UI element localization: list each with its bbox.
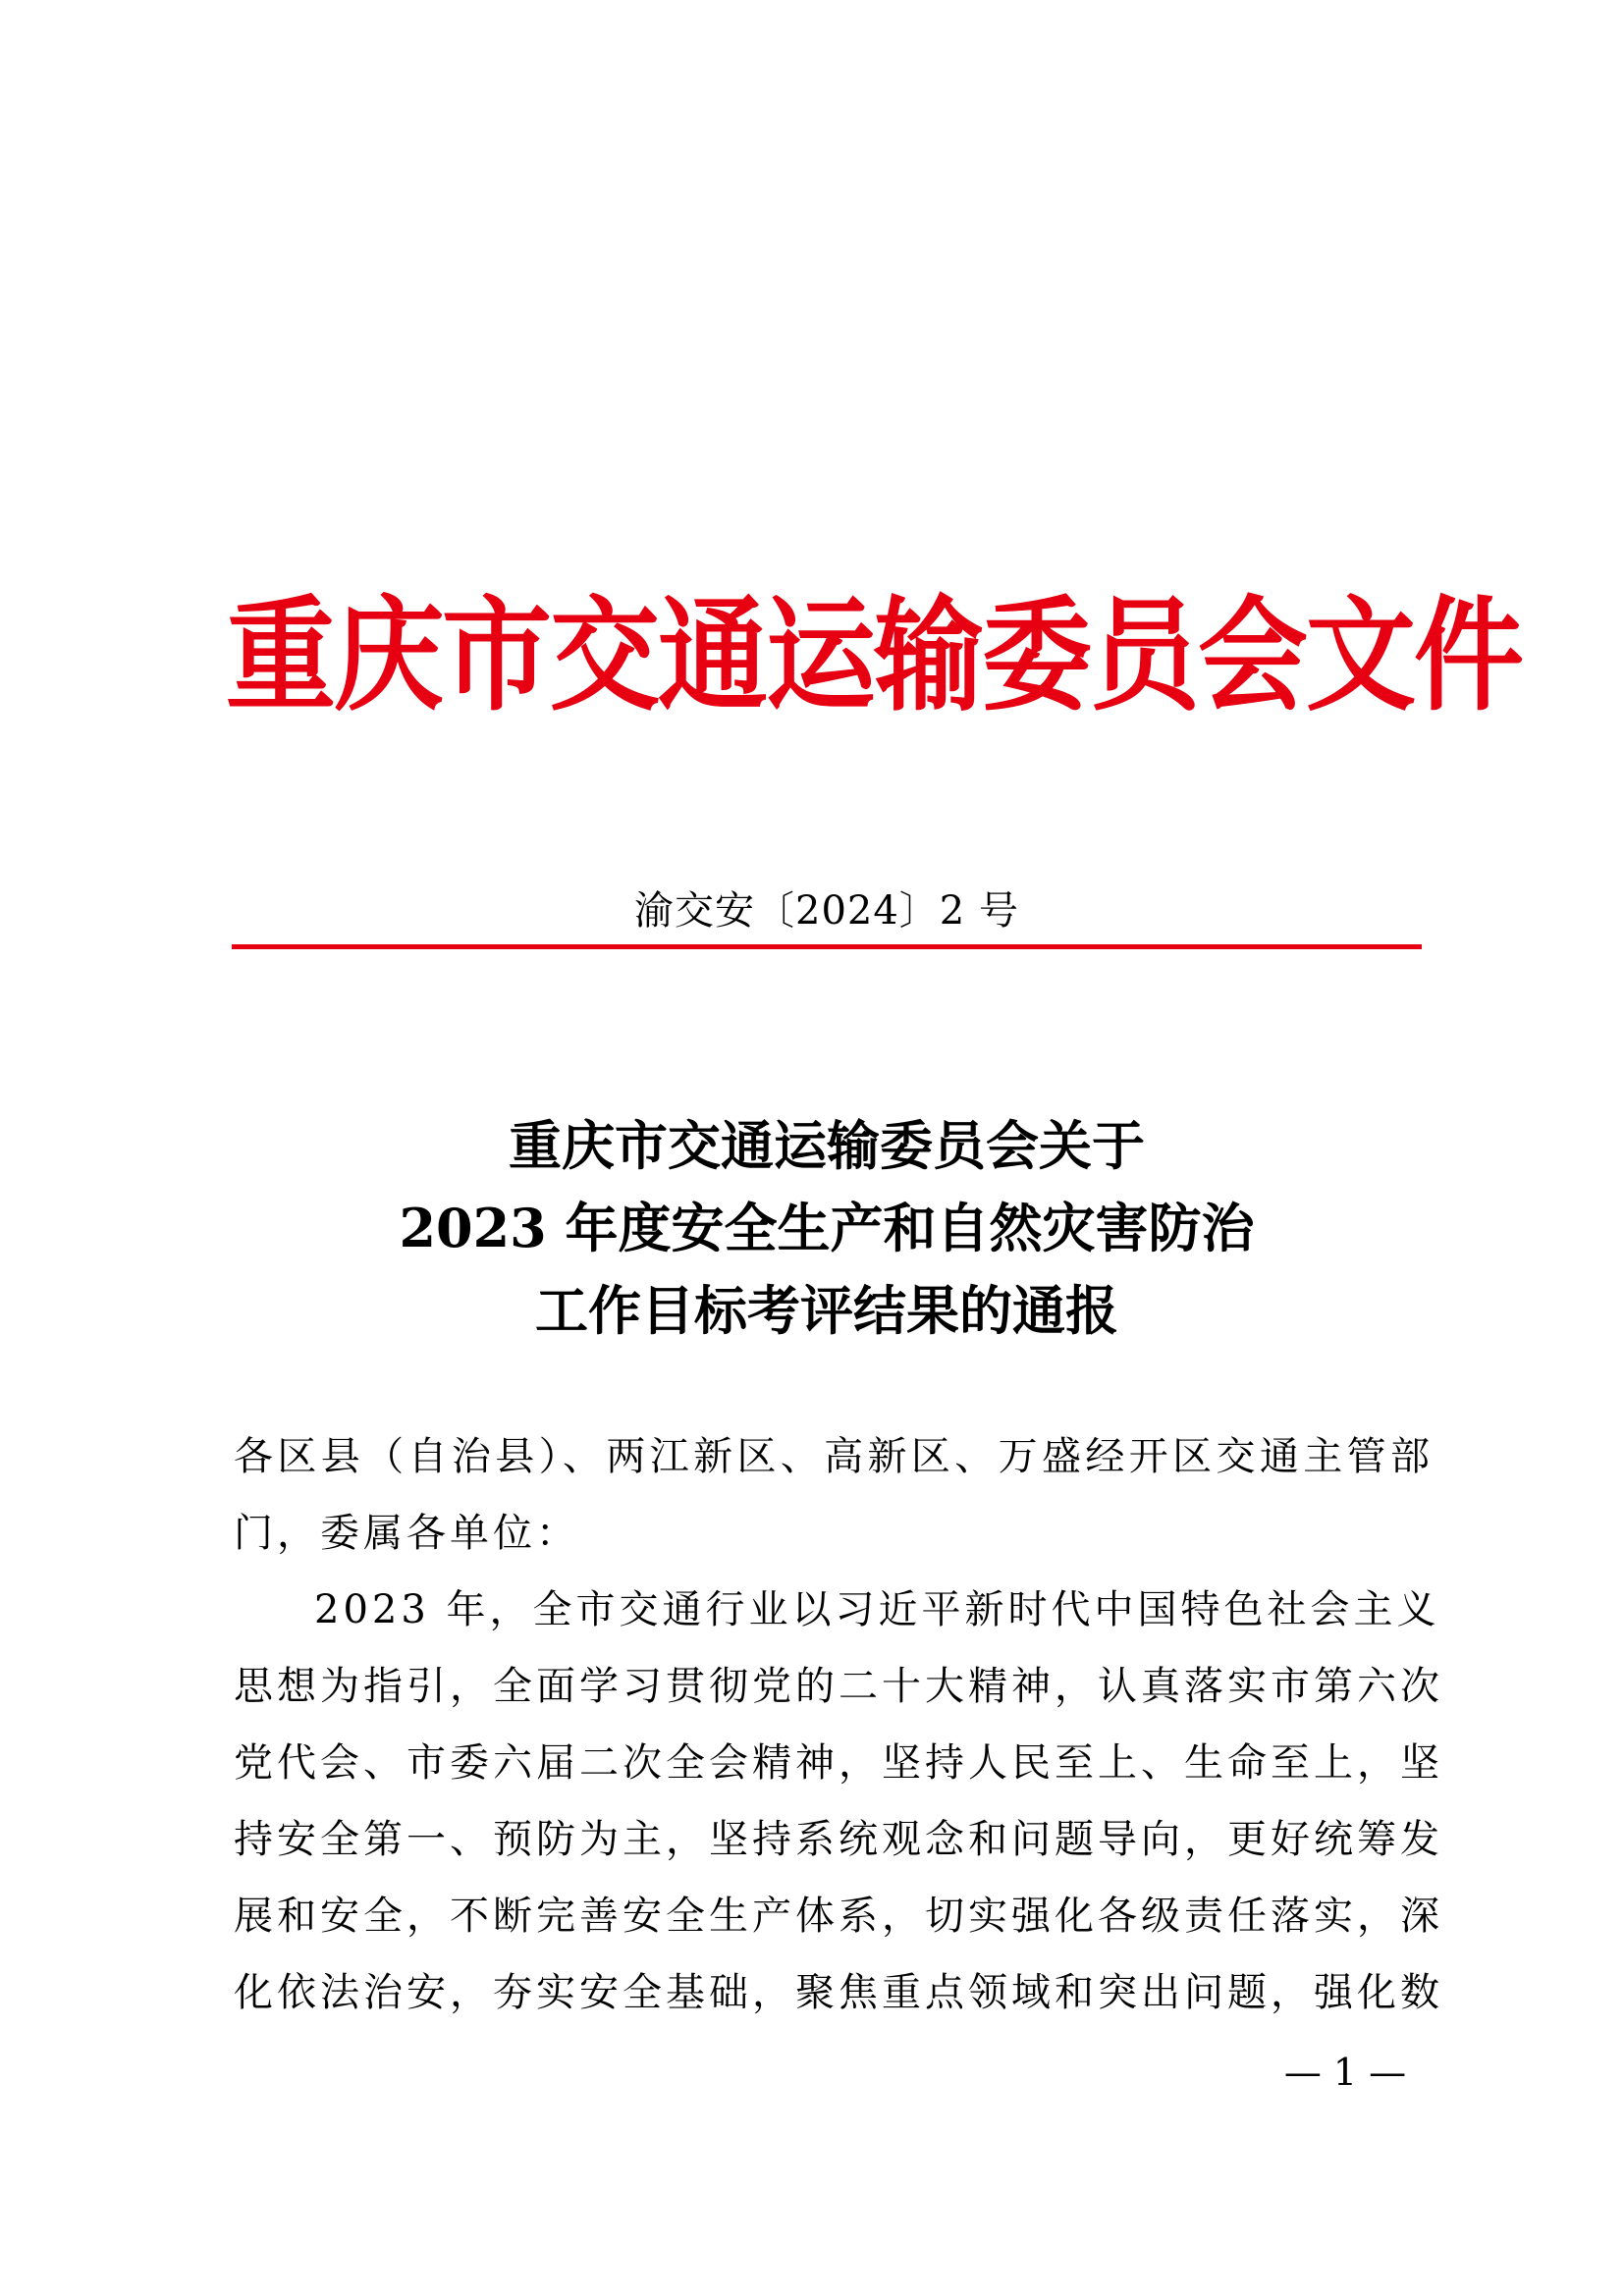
- title-line: 重庆市交通运输委员会关于: [509, 1114, 1145, 1177]
- document-masthead: 重庆市交通运输委员会文件: [226, 585, 1522, 728]
- addressee-line: 门，委属各单位：: [234, 1511, 579, 1556]
- paragraph-line: 党代会、市委六届二次全会精神，坚持人民至上、生命至上，坚: [234, 1740, 1443, 1786]
- paragraph-line: 2023 年，全市交通行业以习近平新时代中国特色社会主义: [314, 1587, 1440, 1632]
- paragraph-line: 展和安全，不断完善安全生产体系，切实强化各级责任落实，深: [234, 1894, 1443, 1939]
- title-line: 2023 年度安全生产和自然灾害防治: [399, 1197, 1255, 1259]
- paragraph-line: 持安全第一、预防为主，坚持系统观念和问题导向，更好统筹发: [234, 1817, 1443, 1862]
- addressee-line: 各区县（自治县）、两江新区、高新区、万盛经开区交通主管部: [234, 1434, 1434, 1479]
- page-number: — 1 —: [1283, 2051, 1407, 2094]
- paragraph-line: 化依法治安，夯实安全基础，聚焦重点领域和突出问题，强化数: [234, 1970, 1443, 2015]
- red-separator-rule: [232, 944, 1422, 949]
- paragraph-line: 思想为指引，全面学习贯彻党的二十大精神，认真落实市第六次: [234, 1664, 1443, 1709]
- document-body: [234, 1418, 1443, 2031]
- title-line: 工作目标考评结果的通报: [535, 1279, 1118, 1342]
- document-title: [232, 1104, 1422, 1352]
- document-number: 渝交安〔2024〕2 号: [634, 888, 1019, 934]
